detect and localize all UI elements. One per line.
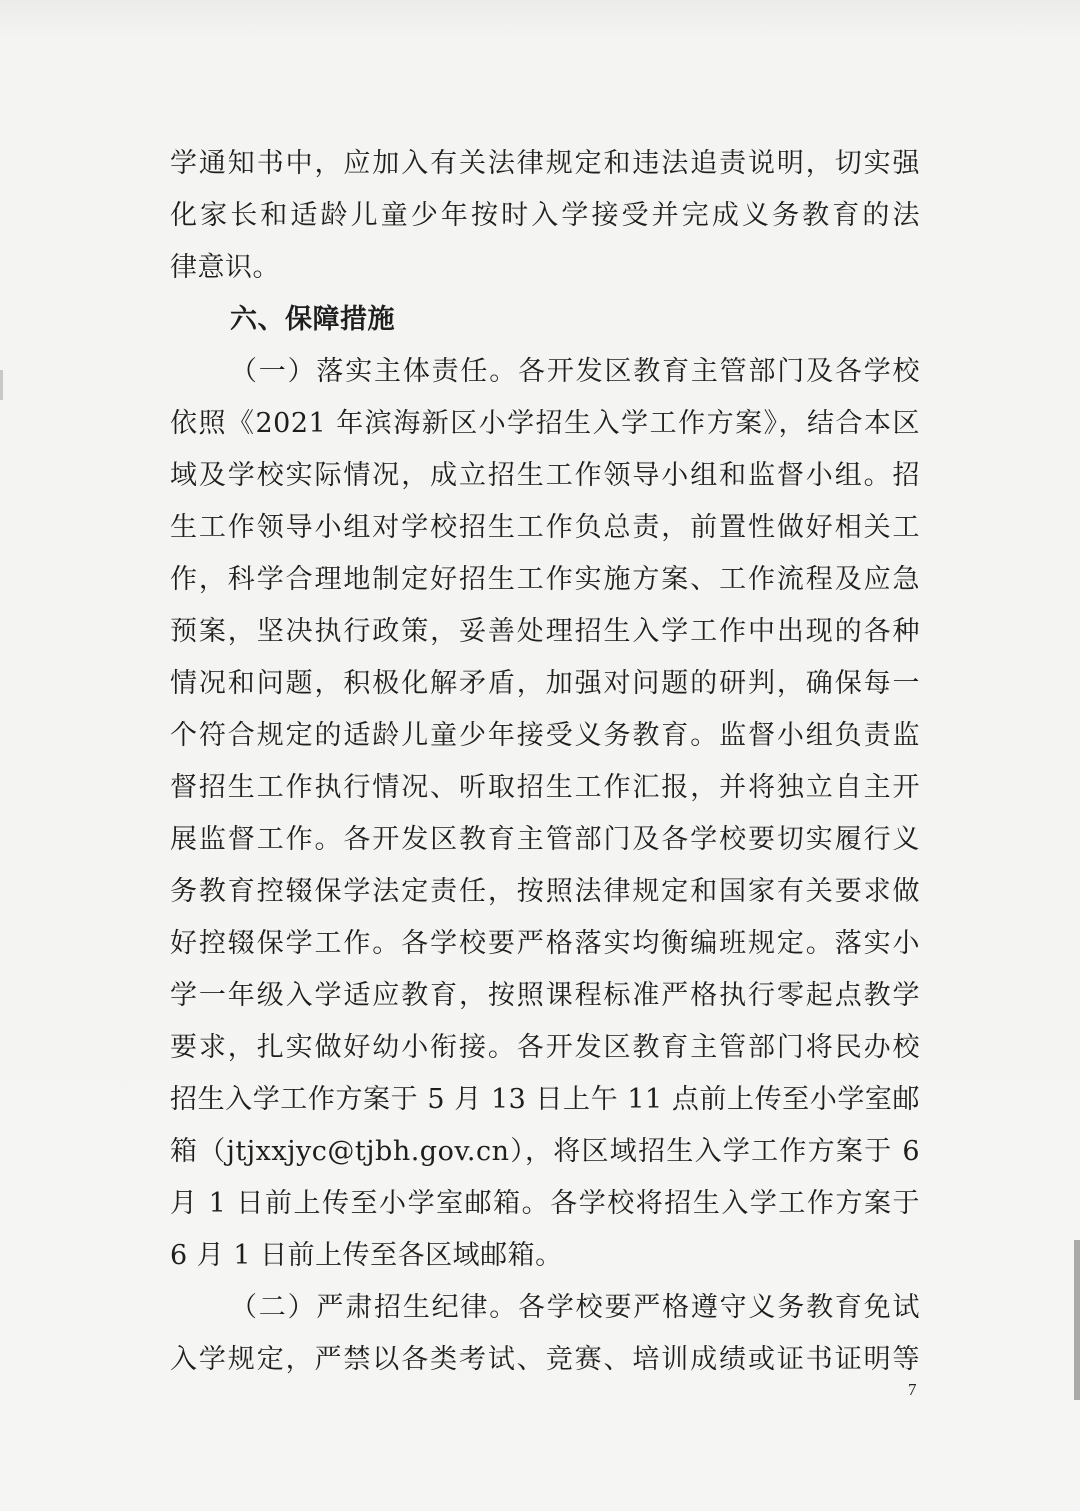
text-line: 好控辍保学工作。各学校要严格落实均衡编班规定。落实小 [170, 928, 920, 959]
text-line: 律意识。 [170, 252, 280, 283]
page-number: 7 [908, 1380, 917, 1399]
text-line: 督招生工作执行情况、听取招生工作汇报，并将独立自主开 [170, 772, 920, 803]
text-line: 月 1 日前上传至小学室邮箱。各学校将招生入学工作方案于 [170, 1188, 920, 1219]
scan-edge-shadow-right [1074, 1240, 1080, 1400]
text-line: 依照《2021 年滨海新区小学招生入学工作方案》，结合本区 [170, 408, 920, 439]
text-line: 入学规定，严禁以各类考试、竞赛、培训成绩或证书证明等 [170, 1344, 920, 1375]
text-line: 情况和问题，积极化解矛盾，加强对问题的研判，确保每一 [170, 668, 920, 699]
text-line: 个符合规定的适龄儿童少年接受义务教育。监督小组负责监 [170, 720, 920, 751]
text-line: 域及学校实际情况，成立招生工作领导小组和监督小组。招 [170, 460, 920, 491]
section-heading: 六、保障措施 [230, 304, 395, 335]
text-line: 预案，坚决执行政策，妥善处理招生入学工作中出现的各种 [170, 616, 920, 647]
paragraph-first-line: （一）落实主体责任。各开发区教育主管部门及各学校 [230, 356, 920, 387]
text-line: 化家长和适龄儿童少年按时入学接受并完成义务教育的法 [170, 200, 920, 231]
paragraph-first-line: （二）严肃招生纪律。各学校要严格遵守义务教育免试 [230, 1292, 920, 1323]
text-line: 学一年级入学适应教育，按照课程标准严格执行零起点教学 [170, 980, 920, 1011]
text-line: 务教育控辍保学法定责任，按照法律规定和国家有关要求做 [170, 876, 920, 907]
document-body [170, 138, 920, 1386]
text-line: 生工作领导小组对学校招生工作负总责，前置性做好相关工 [170, 512, 920, 543]
text-line: 招生入学工作方案于 5 月 13 日上午 11 点前上传至小学室邮 [170, 1084, 920, 1115]
text-line: 箱（jtjxxjyc@tjbh.gov.cn），将区域招生入学工作方案于 6 [170, 1136, 920, 1167]
text-line: 展监督工作。各开发区教育主管部门及各学校要切实履行义 [170, 824, 920, 855]
scan-edge-shadow-left [0, 370, 3, 400]
text-line: 要求，扎实做好幼小衔接。各开发区教育主管部门将民办校 [170, 1032, 920, 1063]
text-line: 6 月 1 日前上传至各区域邮箱。 [170, 1240, 563, 1271]
text-line: 学通知书中，应加入有关法律规定和违法追责说明，切实强 [170, 148, 920, 179]
text-line: 作，科学合理地制定好招生工作实施方案、工作流程及应急 [170, 564, 920, 595]
